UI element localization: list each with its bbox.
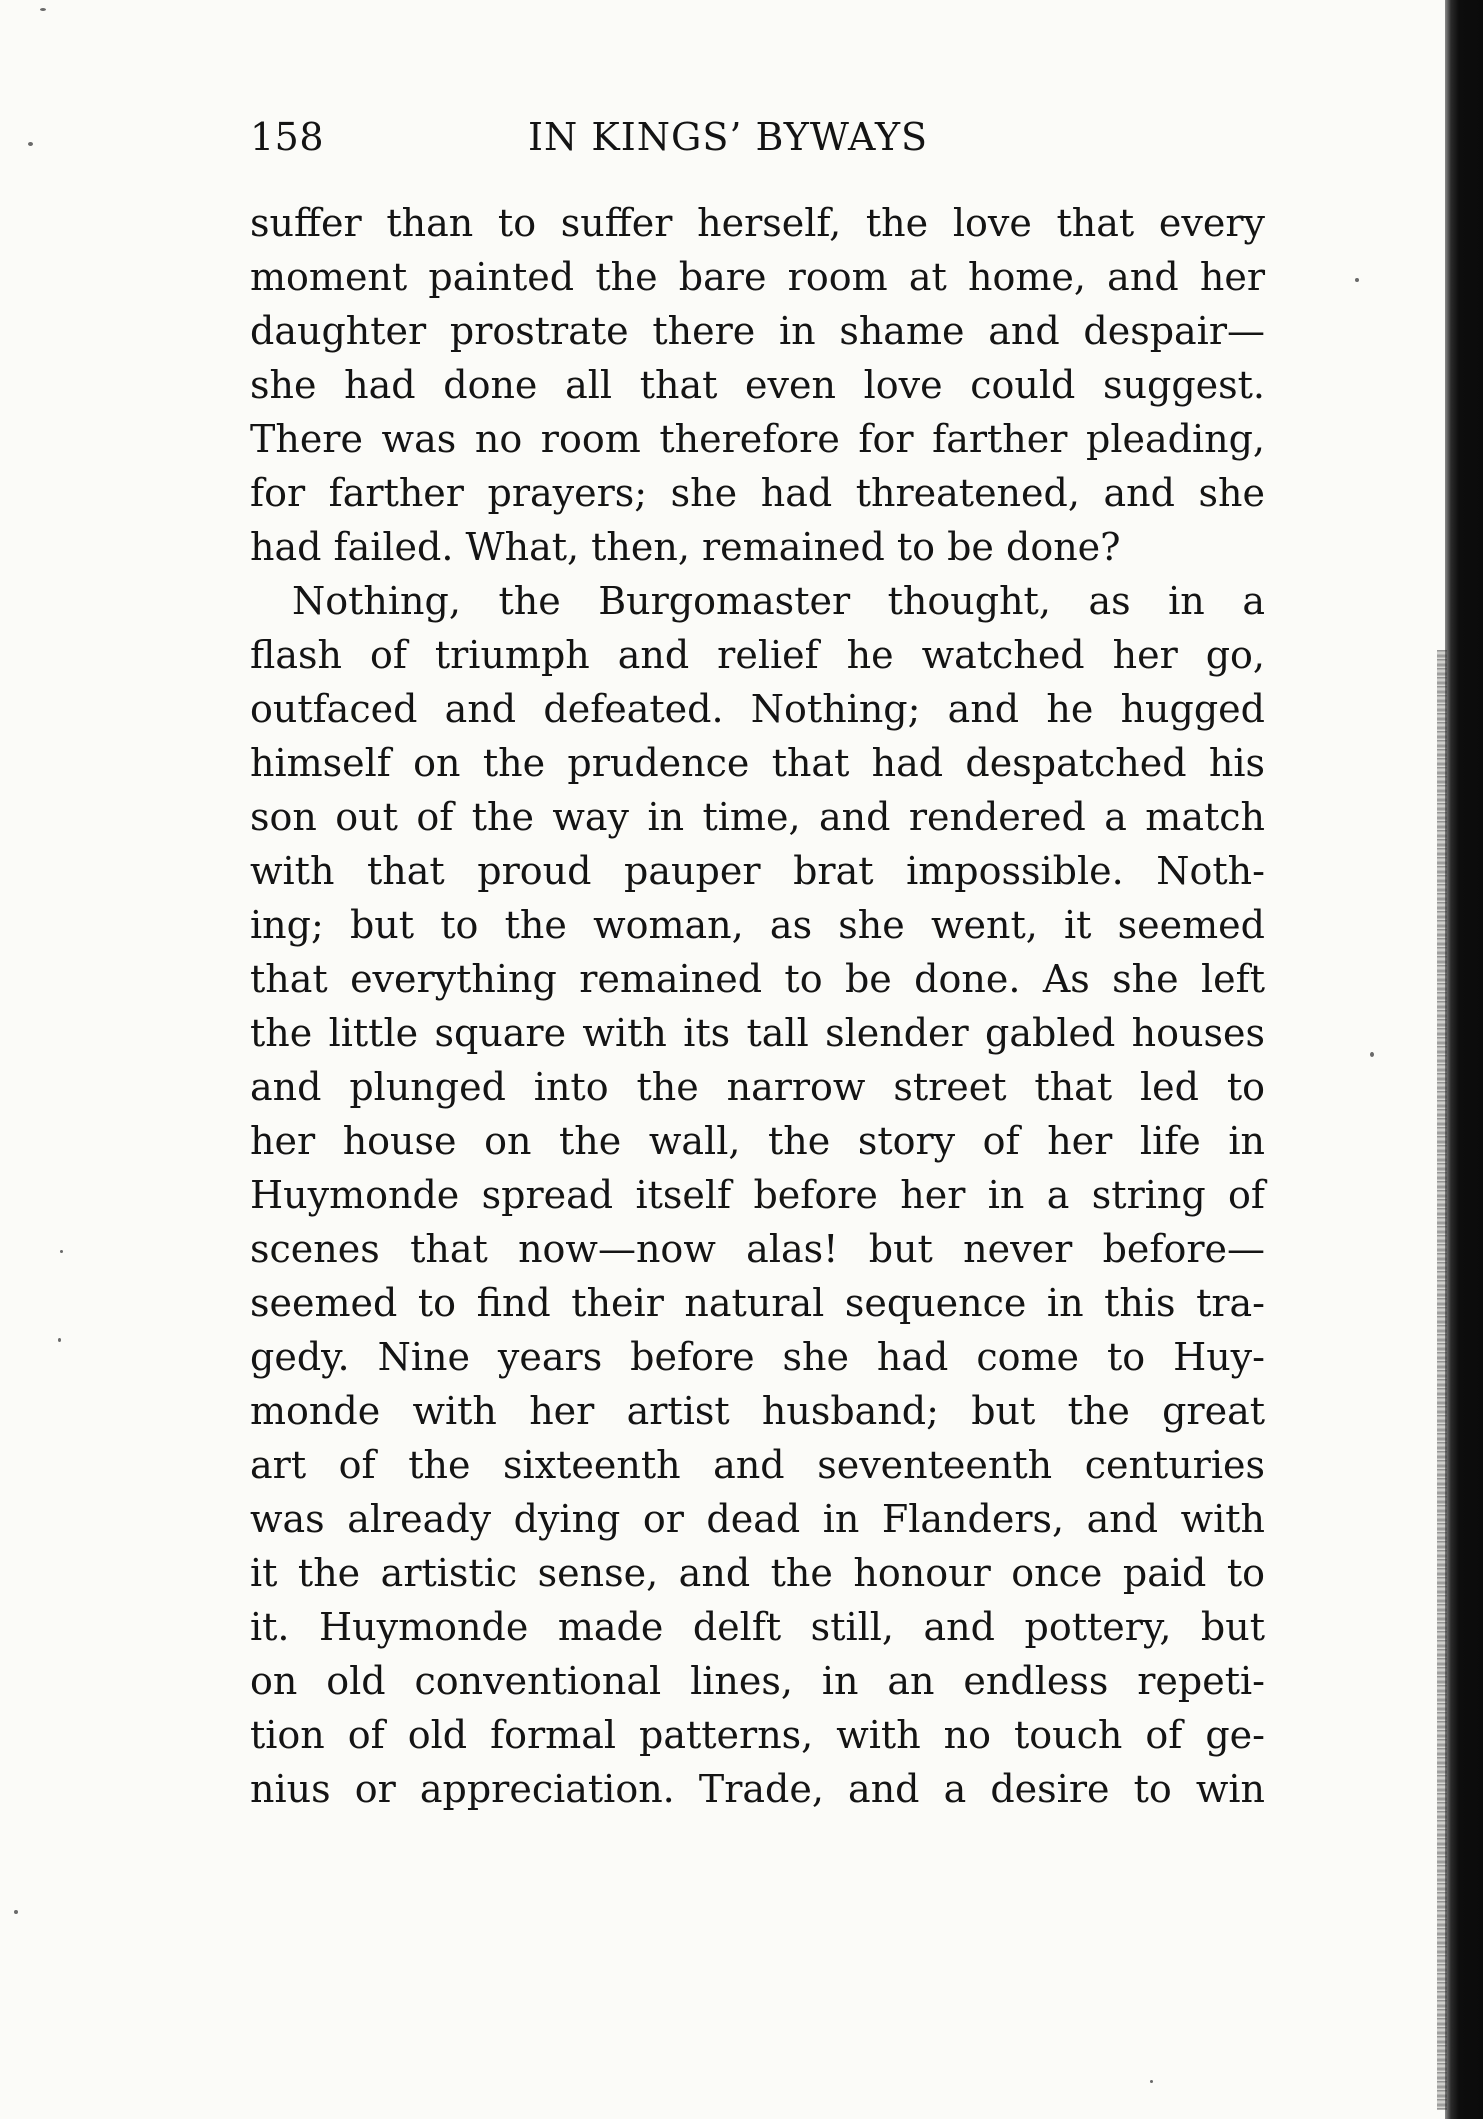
text-line: himself on the prudence that had despatched his [250,741,1265,785]
text-line: There was no room therefore for farther pleading, [250,417,1265,461]
scan-speck [1355,278,1359,282]
text-line: with that proud pauper brat impossible. Noth- [250,849,1265,893]
text-line: gedy. Nine years before she had come to Huy- [250,1335,1265,1379]
text-line: she had done all that even love could suggest. [250,363,1265,407]
scan-speck [28,142,33,146]
scan-speck [1370,1052,1374,1057]
page-header [250,112,1265,162]
scan-speck [60,1250,63,1253]
text-line: monde with her artist husband; but the great [250,1389,1265,1433]
text-line: her house on the wall, the story of her life in [250,1119,1265,1163]
text-line: seemed to find their natural sequence in this tra- [250,1281,1265,1325]
text-line: son out of the way in time, and rendered a match [250,795,1265,839]
text-line: on old conventional lines, in an endless repeti- [250,1659,1265,1703]
text-line: moment painted the bare room at home, and her [250,255,1265,299]
text-line: Huymonde spread itself before her in a string of [250,1173,1265,1217]
page-number: 158 [250,115,325,159]
text-line: for farther prayers; she had threatened, and she [250,471,1265,515]
text-line: flash of triumph and relief he watched her go, [250,633,1265,677]
text-line: tion of old formal patterns, with no touch of ge- [250,1713,1265,1757]
text-line: was already dying or dead in Flanders, and with [250,1497,1265,1541]
text-line: and plunged into the narrow street that led to [250,1065,1265,1109]
binding-shadow [1445,0,1483,2119]
text-line: that everything remained to be done. As she left [250,957,1265,1001]
text-line: the little square with its tall slender gabled houses [250,1011,1265,1055]
scan-speck [14,1910,18,1914]
body-text [250,196,1265,1816]
text-line: outfaced and defeated. Nothing; and he hugged [250,687,1265,731]
scan-speck [58,1338,61,1342]
text-line: nius or appreciation. Trade, and a desire to win [250,1767,1265,1811]
scan-speck [1150,2080,1153,2083]
text-line: art of the sixteenth and seventeenth centuries [250,1443,1265,1487]
text-line: it. Huymonde made delft still, and pottery, but [250,1605,1265,1649]
text-line: suffer than to suffer herself, the love that every [250,201,1265,245]
paragraph-start-line: Nothing, the Burgomaster thought, as in a [292,579,1265,623]
running-title: IN KINGS’ BYWAYS [528,115,929,159]
text-line: daughter prostrate there in shame and despair— [250,309,1265,353]
text-line: scenes that now—now alas! but never before— [250,1227,1265,1271]
text-line: had failed. What, then, remained to be done? [250,525,1121,569]
scan-speck [40,8,46,11]
text-line: it the artistic sense, and the honour once paid to [250,1551,1265,1595]
text-line: ing; but to the woman, as she went, it seemed [250,903,1265,947]
